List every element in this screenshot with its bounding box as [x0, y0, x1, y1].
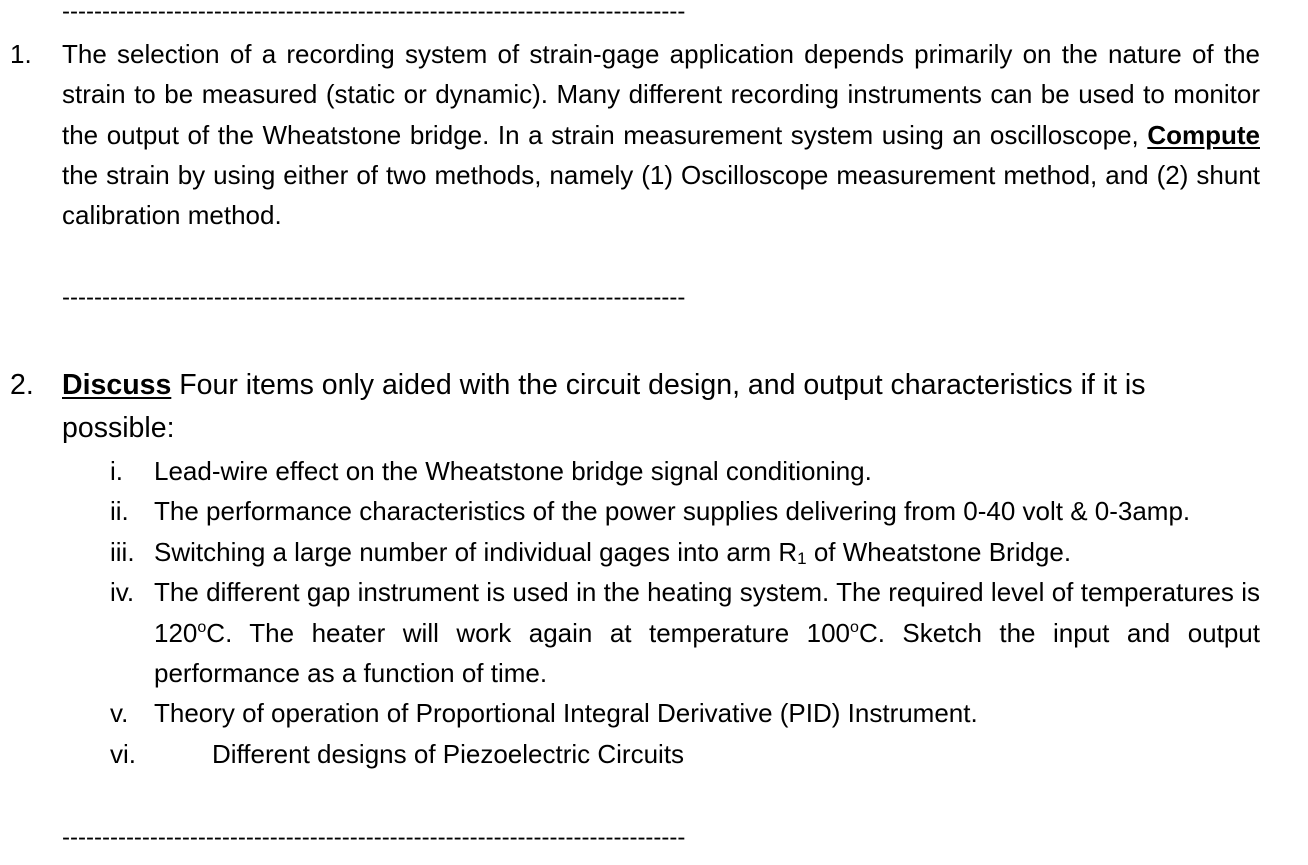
list-item-number: vi.: [110, 738, 136, 769]
question-1-keyword: Compute: [1147, 119, 1260, 150]
question-2-number: 2.: [10, 369, 34, 401]
list-item-ii: [0, 491, 1308, 531]
list-item-text-after: of Wheatstone Bridge.: [806, 536, 1072, 567]
list-item-text: Theory of operation of Proportional Integral Derivative (PID) Instrument.: [154, 698, 978, 729]
separator-bottom: ------------------------------------------------------------------------------: [62, 824, 686, 851]
list-item-text: [154, 572, 1260, 693]
question-2-text-after: Four items only aided with the circuit design, and output characteristics if it is possible:: [62, 369, 1146, 444]
list-item-number: ii.: [110, 496, 129, 527]
list-item-iv: [0, 572, 1308, 693]
list-item-text: Lead-wire effect on the Wheatstone bridge signal conditioning.: [154, 456, 872, 486]
r1-subscript: 1: [797, 548, 807, 568]
list-item-vi: [0, 734, 1308, 774]
separator-middle: ------------------------------------------------------------------------------: [62, 284, 686, 311]
list-item-number: i.: [110, 456, 123, 486]
list-item-iii: [0, 532, 1308, 572]
list-item-number: iv.: [110, 577, 135, 608]
question-1-text-before: The selection of a recording system of strain-gage application depends primarily on the nature of the strain to be measured (static or dynamic). Many different recording instruments can be used to monitor the output of the Wheatstone bridge. In a strain measurement system using an oscilloscope,: [62, 39, 1260, 150]
list-item-number: v.: [110, 698, 129, 729]
list-item-text: [154, 532, 1260, 572]
question-2-keyword: Discuss: [62, 369, 172, 401]
list-item-text-before: Switching a large number of individual gages into arm R: [154, 536, 798, 567]
list-item-text: The performance characteristics of the power supplies delivering from 0-40 volt & 0-3amp.: [154, 496, 1191, 527]
question-1-number: 1.: [10, 39, 32, 69]
list-item-v: [0, 693, 1308, 733]
question-1-text-after: the strain by using either of two methods, namely (1) Oscilloscope measurement method, and (2) shunt calibration method.: [62, 159, 1260, 231]
question-2-text: [62, 364, 1260, 450]
list-item-i: [0, 451, 1308, 491]
separator-top: ------------------------------------------------------------------------------: [62, 0, 686, 25]
list-item-text-b: C. The heater will work again at temperature 100: [206, 617, 851, 648]
question-2-item-list: [0, 451, 1308, 774]
list-item-number: iii.: [110, 536, 135, 567]
question-1-text: [62, 34, 1260, 235]
list-item-text-c: C. Sketch the input and output performance as a function of time.: [154, 617, 1260, 689]
list-item-text-a: The different gap instrument is used in the heating system. The required level of temperatures is 120: [154, 577, 1260, 648]
degree-symbol: o: [197, 618, 207, 636]
list-item-text: Different designs of Piezoelectric Circuits: [212, 738, 685, 769]
degree-symbol: o: [850, 618, 859, 636]
